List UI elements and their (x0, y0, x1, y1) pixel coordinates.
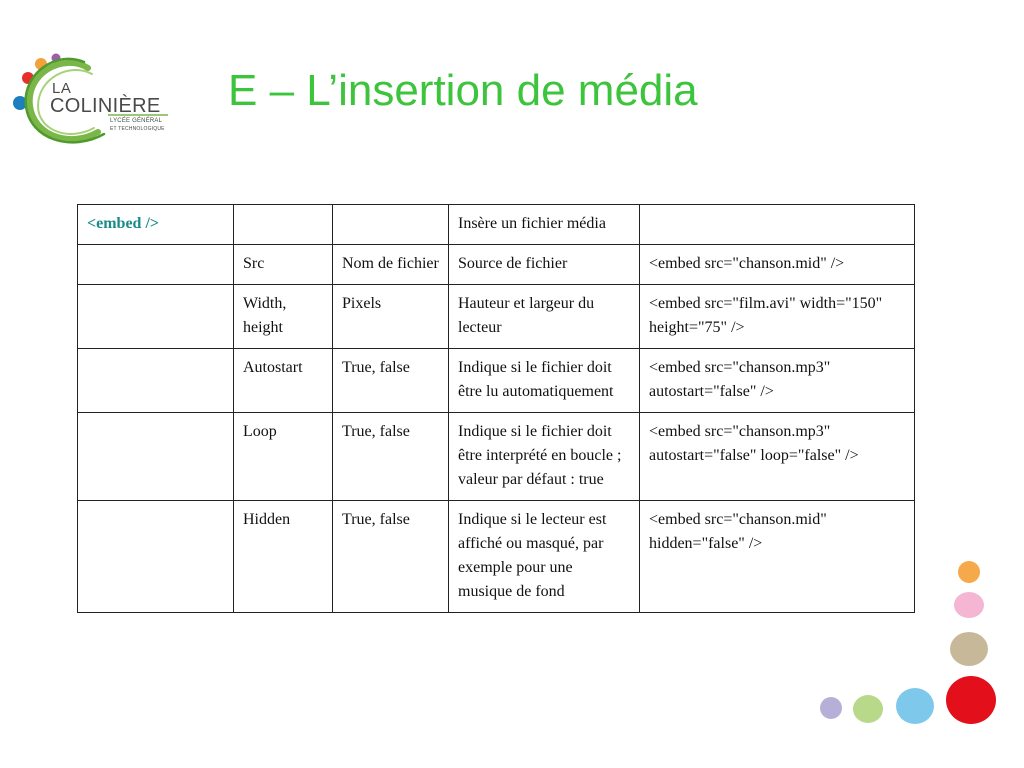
table-row (78, 245, 915, 285)
embed-attributes-table (77, 204, 915, 613)
table-cell-attribute: Autostart (234, 349, 333, 413)
logo-text-subtitle-2: ET TECHNOLOGIQUE (110, 126, 165, 132)
table-cell-description: Indique si le fichier doit être lu automatiquement (449, 349, 640, 413)
school-logo (8, 48, 178, 152)
table-row (78, 501, 915, 613)
decorative-dot-beige (950, 632, 988, 666)
table-cell-description: Hauteur et largeur du lecteur (449, 285, 640, 349)
table-cell-values: True, false (333, 413, 449, 501)
table-cell-values: Pixels (333, 285, 449, 349)
decorative-dot-orange (958, 561, 980, 583)
decorative-dot-green (853, 695, 883, 723)
table-cell-description: Source de fichier (449, 245, 640, 285)
table-cell-attribute: Hidden (234, 501, 333, 613)
table-cell-example: <embed src="chanson.mid" hidden="false" /> (640, 501, 915, 613)
decorative-dot-red (946, 676, 996, 724)
table-row (78, 413, 915, 501)
table-cell-description: Insère un fichier média (449, 205, 640, 245)
table-cell-attribute: Src (234, 245, 333, 285)
table-cell-values (333, 205, 449, 245)
table-row (78, 205, 915, 245)
table-cell-values: Nom de fichier (333, 245, 449, 285)
table-cell-values: True, false (333, 349, 449, 413)
table-cell-example: <embed src="chanson.mp3" autostart="false" loop="false" /> (640, 413, 915, 501)
table-cell-example: <embed src="chanson.mid" /> (640, 245, 915, 285)
table-cell-tag (78, 285, 234, 349)
table-cell-attribute (234, 205, 333, 245)
slide-title: E – L’insertion de média (228, 66, 698, 115)
table-cell-tag (78, 413, 234, 501)
table-cell-example: <embed src="film.avi" width="150" height="75" /> (640, 285, 915, 349)
table-cell-tag (78, 349, 234, 413)
decorative-dot-blue (896, 688, 934, 724)
logo-text-la: LA (52, 80, 72, 97)
table-cell-values: True, false (333, 501, 449, 613)
logo-text-name: COLINIÈRE (50, 95, 161, 117)
decorative-dot-pink (954, 592, 984, 618)
table-cell-tag (78, 501, 234, 613)
table-cell-example: <embed src="chanson.mp3" autostart="false" /> (640, 349, 915, 413)
table-cell-tag: <embed /> (78, 205, 234, 245)
logo-text-subtitle-1: LYCÉE GÉNÉRAL (110, 118, 163, 124)
table-cell-description: Indique si le lecteur est affiché ou masqué, par exemple pour une musique de fond (449, 501, 640, 613)
decorative-dot-lavender (820, 697, 842, 719)
table-cell-example (640, 205, 915, 245)
table-cell-attribute: Width, height (234, 285, 333, 349)
table-row (78, 285, 915, 349)
table-cell-tag (78, 245, 234, 285)
table-cell-attribute: Loop (234, 413, 333, 501)
table-cell-description: Indique si le fichier doit être interprété en boucle ; valeur par défaut : true (449, 413, 640, 501)
table-row (78, 349, 915, 413)
